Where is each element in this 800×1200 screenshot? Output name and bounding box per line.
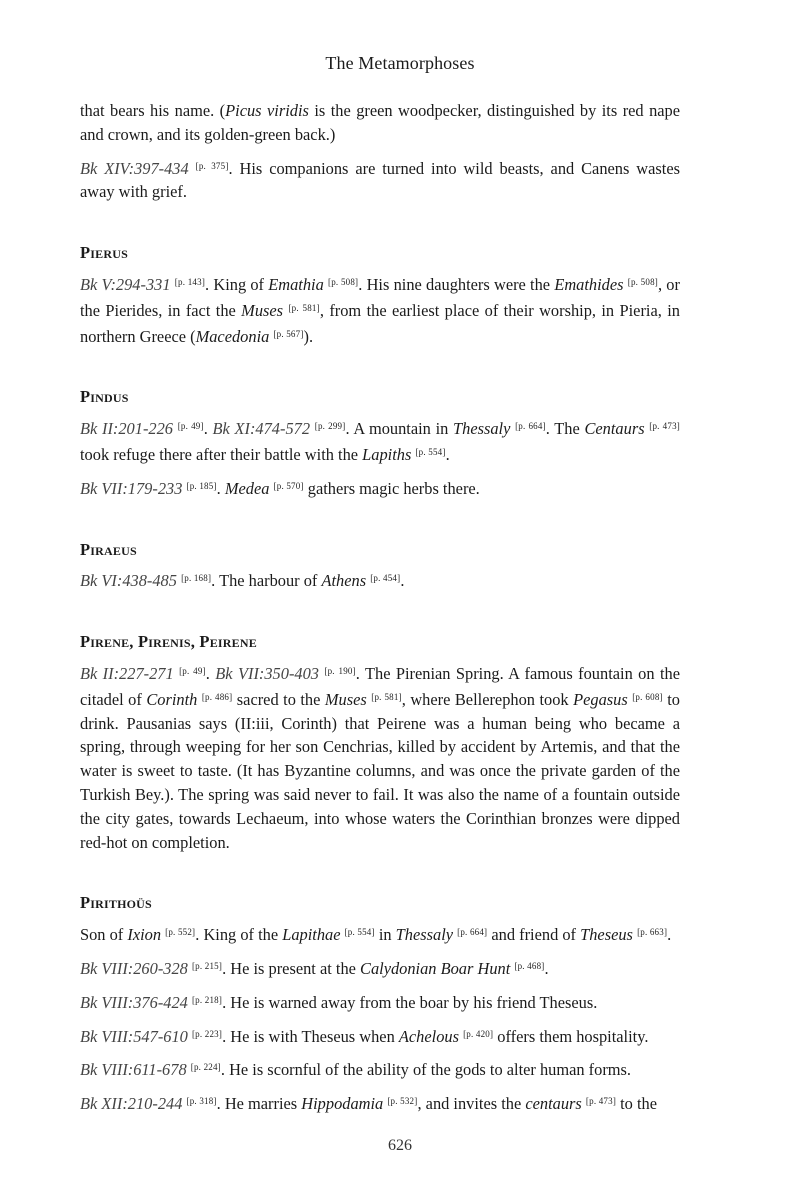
page-reference[interactable]: [p. 224] (190, 1062, 221, 1073)
paragraph-pirithous-6: Bk XII:210-244 [p. 318]. He marries Hippodamia [p. 532], and invites the centaurs [p. 473] to the (80, 1094, 657, 1114)
term-link[interactable]: Medea (224, 478, 270, 498)
paragraph-pirithous-5: Bk VIII:611-678 [p. 224]. He is scornful of the ability of the gods to alter human forms. (80, 1060, 632, 1080)
page-reference[interactable]: [p. 508] (627, 276, 658, 287)
paragraph-pirene: Bk II:227-271 [p. 49]. Bk VII:350-403 [p. 190]. The Pirenian Spring. A famous fountain on the citadel of Corinth [p. 486] sacred to the Muses [p. 581], where Bellerephon took Pegasus [p. 608] to drink. Pausanias says (II:iii, Corinth) that Peirene was a human being who became a spring, through weeping for her son Cenchrias, killed by accident by Artemis, and that the water is sweet to taste. (It has Byzantine columns, and was once the private garden of the Turkish Bey.). The spring was said never to fail. It was also the name of a fountain outside the city gates, towards Lechaeum, into whose waters the Corinthian bronzes were dipped red-hot on completion. (80, 663, 680, 852)
term-link[interactable]: Thessaly (453, 419, 511, 439)
page-reference[interactable]: [p. 486] (201, 691, 233, 702)
page-reference[interactable]: [p. 318] (186, 1096, 217, 1107)
paragraph-pirithous-3: Bk VIII:376-424 [p. 218]. He is warned away from the boar by his friend Theseus. (80, 992, 598, 1012)
book-reference-link[interactable]: Bk VIII:611-678 (80, 1060, 187, 1080)
entry-heading-pirithous: Pirithoüs (80, 893, 152, 913)
term-link[interactable]: centaurs (525, 1094, 582, 1114)
term-link[interactable]: Macedonia (195, 326, 270, 346)
term-link[interactable]: Ixion (127, 925, 162, 945)
book-reference-link[interactable]: Bk VI:438-485 (80, 571, 177, 591)
page-reference[interactable]: [p. 664] (457, 927, 488, 938)
page-reference[interactable]: [p. 567] (273, 328, 304, 339)
term-link[interactable]: Centaurs (584, 419, 645, 439)
term-link[interactable]: Muses (324, 689, 367, 709)
term-link[interactable]: Muses (241, 300, 284, 320)
page-reference[interactable]: [p. 420] (463, 1028, 494, 1039)
page-reference[interactable]: [p. 168] (181, 573, 212, 584)
paragraph-picus-continued: that bears his name. (Picus viridis is the green woodpecker, distinguished by its red nape and crown, and its golden-green back.) (80, 101, 681, 144)
page-reference[interactable]: [p. 554] (344, 927, 375, 938)
entry-heading-pirene: Pirene, Pirenis, Peirene (80, 632, 257, 652)
term-link[interactable]: Thessaly (395, 925, 454, 945)
entry-heading-pierus: Pierus (80, 243, 128, 263)
term-link[interactable]: Lapiths (362, 444, 412, 464)
page-content (80, 99, 680, 1124)
page-reference[interactable]: [p. 552] (165, 927, 196, 938)
page-reference[interactable]: [p. 215] (191, 960, 223, 971)
term-link[interactable]: Pegasus (573, 689, 628, 709)
book-reference-link[interactable]: Bk II:201-226 (80, 419, 173, 439)
page-reference[interactable]: [p. 663] (637, 927, 668, 938)
entry-heading-pindus: Pindus (80, 387, 129, 407)
paragraph-pindus-2: Bk VII:179-233 [p. 185]. Medea [p. 570] gathers magic herbs there. (80, 478, 480, 498)
term-link[interactable]: Emathia (268, 274, 324, 294)
page-reference[interactable]: [p. 454] (370, 573, 401, 584)
book-reference-link[interactable]: Bk XII:210-244 (80, 1094, 183, 1114)
page-reference[interactable]: [p. 143] (174, 276, 206, 287)
page-reference[interactable]: [p. 608] (632, 691, 663, 702)
page-reference[interactable]: [p. 581] (371, 691, 402, 702)
page-reference[interactable]: [p. 532] (387, 1096, 418, 1107)
book-reference-link[interactable]: Bk VIII:260-328 (80, 958, 188, 978)
term-link[interactable]: Corinth (146, 689, 198, 709)
term-link[interactable]: Theseus (580, 925, 633, 945)
page-reference[interactable]: [p. 473] (649, 421, 680, 432)
page-number: 626 (388, 1137, 412, 1154)
page-reference[interactable]: [p. 185] (186, 480, 217, 491)
page-reference[interactable]: [p. 664] (515, 421, 546, 432)
book-reference-link[interactable]: Bk VIII:547-610 (80, 1026, 188, 1046)
book-reference-link[interactable]: Bk VII:350-403 (215, 663, 319, 683)
page-reference[interactable]: [p. 473] (585, 1096, 617, 1107)
paragraph-pirithous-4: Bk VIII:547-610 [p. 223]. He is with Theseus when Achelous [p. 420] offers them hospitality. (80, 1026, 649, 1046)
paragraph-pirithous-2: Bk VIII:260-328 [p. 215]. He is present at the Calydonian Boar Hunt [p. 468]. (80, 958, 549, 978)
paragraph-pierus: Bk V:294-331 [p. 143]. King of Emathia [p. 508]. His nine daughters were the Emathides [p. 508], or the Pierides, in fact the Muses [p. 581], from the earliest place of their worship, in Pieria, in northern Greece (Macedonia [p. 567]). (80, 274, 680, 346)
term-link[interactable]: Athens (321, 571, 367, 591)
paragraph-piraeus: Bk VI:438-485 [p. 168]. The harbour of Athens [p. 454]. (80, 571, 405, 591)
page-reference[interactable]: [p. 375] (195, 160, 229, 171)
book-reference-link[interactable]: Bk II:227-271 (80, 663, 174, 683)
page-reference[interactable]: [p. 223] (191, 1028, 223, 1039)
book-reference-link[interactable]: Bk XIV:397-434 (80, 158, 189, 178)
term-link[interactable]: Achelous (398, 1026, 459, 1046)
page-reference[interactable]: [p. 218] (191, 994, 223, 1005)
paragraph-picus-reference: Bk XIV:397-434 [p. 375]. His companions are turned into wild beasts, and Canens wastes away with grief. (80, 158, 680, 202)
page-reference[interactable]: [p. 581] (288, 302, 320, 313)
page-reference[interactable]: [p. 299] (314, 421, 346, 432)
page-reference[interactable]: [p. 468] (514, 960, 545, 971)
book-reference-link[interactable]: Bk VII:179-233 (80, 478, 183, 498)
page-reference[interactable]: [p. 508] (328, 276, 359, 287)
book-reference-link[interactable]: Bk V:294-331 (80, 274, 171, 294)
running-header: The Metamorphoses (325, 53, 475, 73)
term-link[interactable]: Hippodamia (301, 1094, 384, 1114)
book-reference-link[interactable]: Bk XI:474-572 (212, 419, 311, 439)
paragraph-pindus-1: Bk II:201-226 [p. 49]. Bk XI:474-572 [p. 299]. A mountain in Thessaly [p. 664]. The Centaurs [p. 473] took refuge there after their battle with the Lapiths [p. 554]. (80, 419, 680, 464)
entry-heading-piraeus: Piraeus (80, 539, 137, 559)
page-reference[interactable]: [p. 190] (324, 665, 356, 676)
term-link[interactable]: Calydonian Boar Hunt (360, 958, 511, 978)
book-reference-link[interactable]: Bk VIII:376-424 (80, 992, 188, 1012)
page-reference[interactable]: [p. 570] (273, 480, 304, 491)
term-link[interactable]: Emathides (554, 274, 624, 294)
term-link[interactable]: Lapithae (282, 925, 341, 945)
page-reference[interactable]: [p. 49] (177, 421, 204, 432)
paragraph-pirithous-1: Son of Ixion [p. 552]. King of the Lapithae [p. 554] in Thessaly [p. 664] and friend of Theseus [p. 663]. (80, 925, 672, 945)
term-picus-viridis: Picus viridis (225, 101, 309, 120)
page-reference[interactable]: [p. 49] (179, 665, 206, 676)
page-reference[interactable]: [p. 554] (415, 446, 446, 457)
